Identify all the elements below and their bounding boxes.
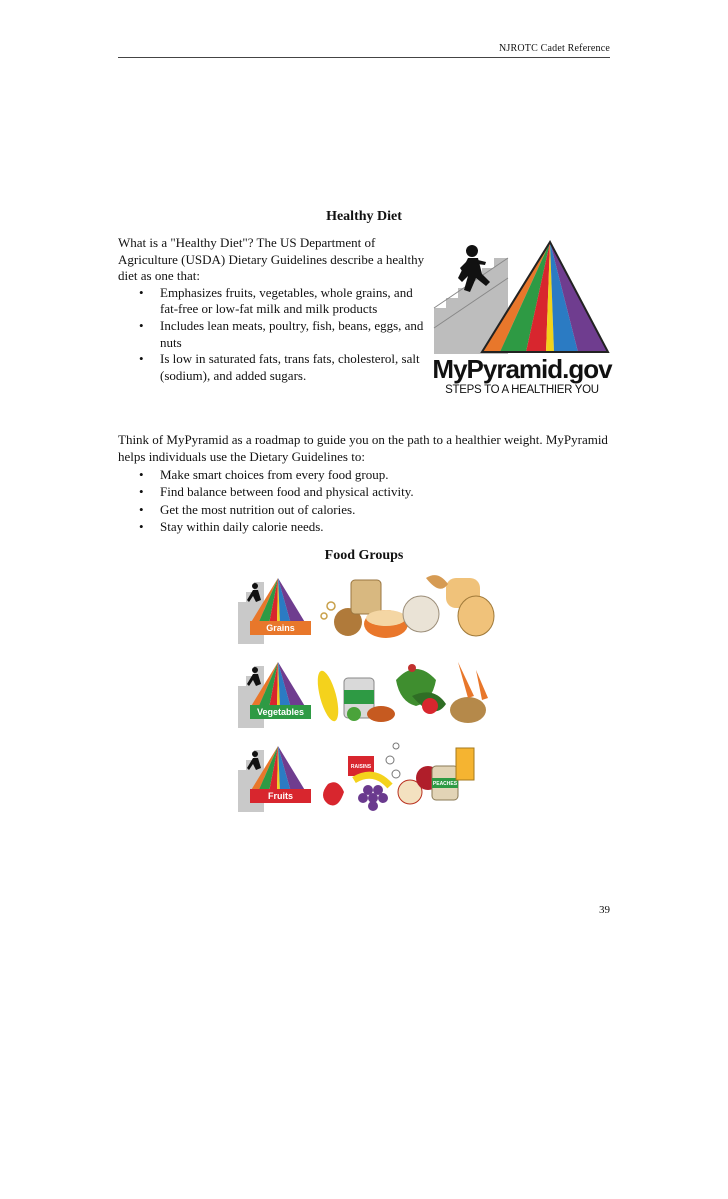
food-group-label-vegetables: Vegetables [250, 705, 311, 719]
cracker-icon [351, 580, 381, 614]
potato-icon [450, 697, 486, 723]
section-title-healthy-diet: Healthy Diet [326, 209, 402, 224]
list-item: • Stay within daily calorie needs. [118, 518, 610, 535]
strawberry-icon [323, 782, 344, 805]
header-rule [118, 57, 610, 58]
list-item: • Is low in saturated fats, trans fats, cholesterol, salt (sodium), and added sugars. [118, 351, 428, 384]
juice-glass-icon [456, 748, 474, 780]
mypyramid-logo [432, 238, 612, 400]
page-number: 39 [599, 904, 610, 916]
healthy-diet-list [118, 285, 428, 385]
grapes-icon [358, 785, 388, 811]
food-group-vegetables [236, 656, 498, 728]
logo-tagline: STEPS TO A HEALTHIER YOU [445, 384, 599, 396]
mypyramid-body [118, 431, 610, 535]
broccoli-icon [347, 707, 361, 721]
mypyramid-paragraph: Think of MyPyramid as a roadmap to guide you on the path to a healthier weight. MyPyramid helps individuals use the Dietary Guidelines to: [118, 432, 608, 465]
tomato-icon [422, 698, 438, 714]
corn-icon [314, 669, 343, 723]
list-item: • Make smart choices from every food group. [118, 466, 610, 483]
list-item: • Emphasizes fruits, vegetables, whole grains, and fat-free or low-fat milk and milk products [118, 285, 428, 318]
bread-icon [458, 596, 494, 636]
list-item: • Get the most nutrition out of calories. [118, 501, 610, 518]
carrot-icon [458, 662, 474, 698]
pyramid-stairs-graphic [432, 238, 612, 354]
food-group-grains [236, 572, 498, 644]
food-group-label-fruits: Fruits [250, 789, 311, 803]
logo-wordmark: MyPyramid.gov [432, 354, 612, 384]
fruits-illustration [236, 740, 498, 816]
healthy-diet-intro [118, 235, 428, 384]
running-header: NJROTC Cadet Reference [498, 43, 610, 54]
cereal-icon [327, 602, 335, 610]
mypyramid-list [118, 466, 610, 536]
list-item: • Includes lean meats, poultry, fish, beans, eggs, and nuts [118, 318, 428, 351]
sweet-potato-icon [367, 706, 395, 722]
food-group-fruits [236, 740, 498, 812]
radish-icon [408, 664, 416, 672]
peaches-label: PEACHES [432, 781, 458, 787]
food-group-label-grains: Grains [250, 621, 311, 635]
rice-bowl-icon [403, 596, 439, 632]
intro-paragraph: What is a "Healthy Diet"? The US Department of Agriculture (USDA) Dietary Guidelines describe a healthy diet as one that: [118, 235, 425, 284]
section-title-food-groups: Food Groups [324, 548, 404, 563]
raisins-label: RAISINS [350, 764, 372, 770]
list-item: • Find balance between food and physical activity. [118, 483, 610, 500]
banana-icon [354, 775, 390, 786]
